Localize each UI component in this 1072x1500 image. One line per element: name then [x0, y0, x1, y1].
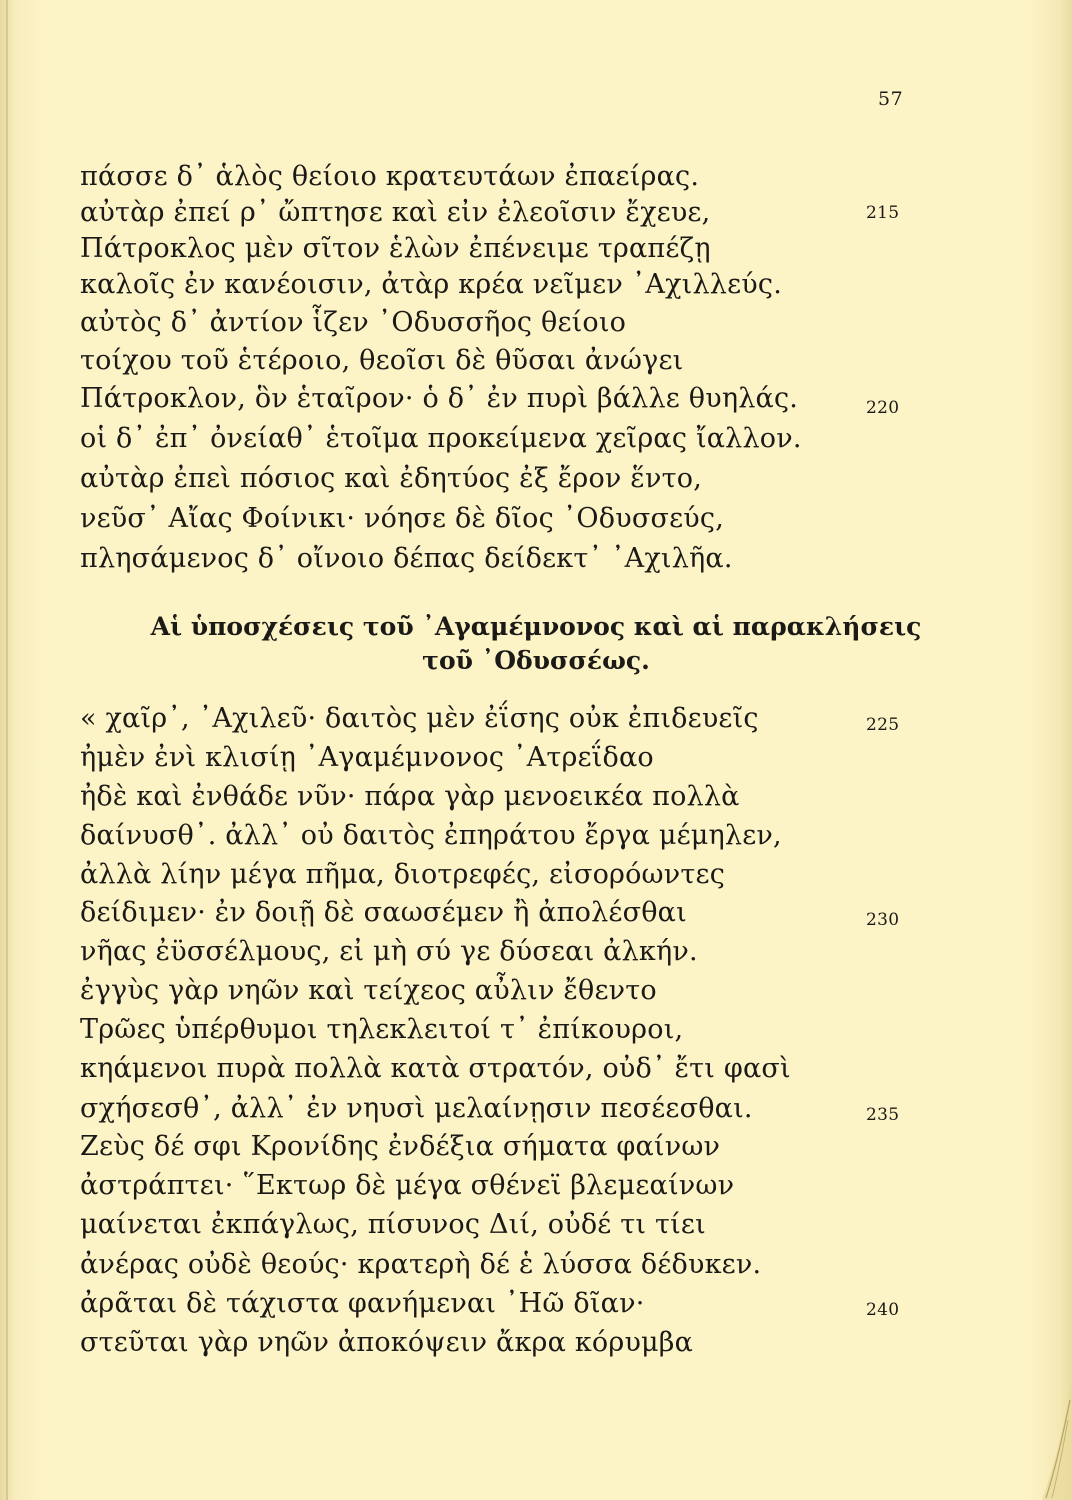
verse-line: καλοῖς ἐν κανέοισιν, ἀτὰρ κρέα νεῖμεν ᾿Αχιλλεύς.: [80, 269, 783, 300]
line-number: 240: [866, 1300, 900, 1320]
line-number: 225: [866, 715, 900, 735]
verse-line: αὐτὰρ ἐπεί ρ᾽ ὤπτησε καὶ εἰν ἐλεοῖσιν ἔχευε,: [80, 197, 711, 228]
verse-line: σχήσεσθ᾽, ἀλλ᾽ ἐν νηυσὶ μελαίνῃσιν πεσέεσθαι.: [80, 1093, 753, 1124]
line-number: 215: [866, 203, 900, 223]
verse-line: Πάτροκλον, ὃν ἑταῖρον· ὁ δ᾽ ἐν πυρὶ βάλλε θυηλάς.: [80, 383, 799, 414]
verse-line: οἱ δ᾽ ἐπ᾽ ὀνείαθ᾽ ἑτοῖμα προκείμενα χεῖρας ἴαλλον.: [80, 423, 802, 454]
verse-line: δείδιμεν· ἐν δοιῇ δὲ σαωσέμεν ἢ ἀπολέσθαι: [80, 897, 687, 928]
verse-line: Τρῶες ὑπέρθυμοι τηλεκλειτοί τ᾽ ἐπίκουροι,: [80, 1014, 684, 1045]
verse-line: στεῦται γὰρ νηῶν ἀποκόψειν ἄκρα κόρυμβα: [80, 1327, 694, 1358]
section-heading-line2: τοῦ ᾿Οδυσσέως.: [422, 646, 650, 675]
page-number: 57: [878, 88, 904, 110]
verse-line: Πάτροκλος μὲν σῖτον ἑλὼν ἐπένειμε τραπέζῃ: [80, 233, 711, 264]
verse-line: ἀνέρας οὐδὲ θεούς· κρατερὴ δέ ἑ λύσσα δέδυκεν.: [80, 1249, 762, 1280]
verse-line: αὐτὰρ ἐπεὶ πόσιος καὶ ἐδητύος ἐξ ἔρον ἕντο,: [80, 463, 702, 494]
verse-line: κηάμενοι πυρὰ πολλὰ κατὰ στρατόν, οὐδ᾽ ἔτι φασὶ: [80, 1053, 791, 1084]
verse-line: ἀστράπτει· ῞Εκτωρ δὲ μέγα σθένεϊ βλεμεαίνων: [80, 1170, 735, 1201]
line-number: 230: [866, 910, 900, 930]
verse-line: αὐτὸς δ᾽ ἀντίον ἷζεν ᾿Οδυσσῆος θείοιο: [80, 307, 627, 338]
verse-line: πάσσε δ᾽ ἁλὸς θείοιο κρατευτάων ἐπαείρας.: [80, 161, 700, 192]
verse-line: « χαῖρ᾽, ᾿Αχιλεῦ· δαιτὸς μὲν ἐΐσης οὐκ ἐπιδευεῖς: [80, 703, 759, 734]
verse-line: Ζεὺς δέ σφι Κρονίδης ἐνδέξια σήματα φαίνων: [80, 1131, 721, 1162]
verse-line: νεῦσ᾽ Αἴας Φοίνικι· νόησε δὲ δῖος ᾿Οδυσσεύς,: [80, 503, 724, 534]
verse-line: μαίνεται ἐκπάγλως, πίσυνος Διί, οὐδέ τι τίει: [80, 1209, 706, 1240]
verse-line: ἠδὲ καὶ ἐνθάδε νῦν· πάρα γὰρ μενοεικέα πολλὰ: [80, 781, 740, 812]
verse-line: ἠμὲν ἐνὶ κλισίῃ ᾿Αγαμέμνονος ᾿Ατρεΐδαο: [80, 742, 654, 773]
verse-line: πλησάμενος δ᾽ οἴνοιο δέπας δείδεκτ᾽ ᾿Αχιλῆα.: [80, 543, 733, 574]
verse-line: ἀλλὰ λίην μέγα πῆμα, διοτρεφές, εἰσορόωντες: [80, 859, 726, 890]
verse-line: ἐγγὺς γὰρ νηῶν καὶ τείχεος αὖλιν ἔθεντο: [80, 975, 657, 1006]
verse-line: δαίνυσθ᾽. ἀλλ᾽ οὐ δαιτὸς ἐπηράτου ἔργα μέμηλεν,: [80, 820, 782, 851]
verse-line: τοίχου τοῦ ἑτέροιο, θεοῖσι δὲ θῦσαι ἀνώγει: [80, 345, 684, 376]
verse-line: νῆας ἐϋσσέλμους, εἰ μὴ σύ γε δύσεαι ἀλκήν.: [80, 936, 698, 967]
binding-edge: [6, 0, 8, 1500]
line-number: 235: [866, 1105, 900, 1125]
section-heading-line1: Αἱ ὑποσχέσεις τοῦ ᾿Αγαμέμνονος καὶ αἱ παρακλήσεις: [150, 612, 922, 641]
verse-line: ἀρᾶται δὲ τάχιστα φανήμεναι ᾿Ηῶ δῖαν·: [80, 1288, 645, 1319]
line-number: 220: [866, 398, 900, 418]
page-corner-fold: [1012, 1380, 1072, 1500]
